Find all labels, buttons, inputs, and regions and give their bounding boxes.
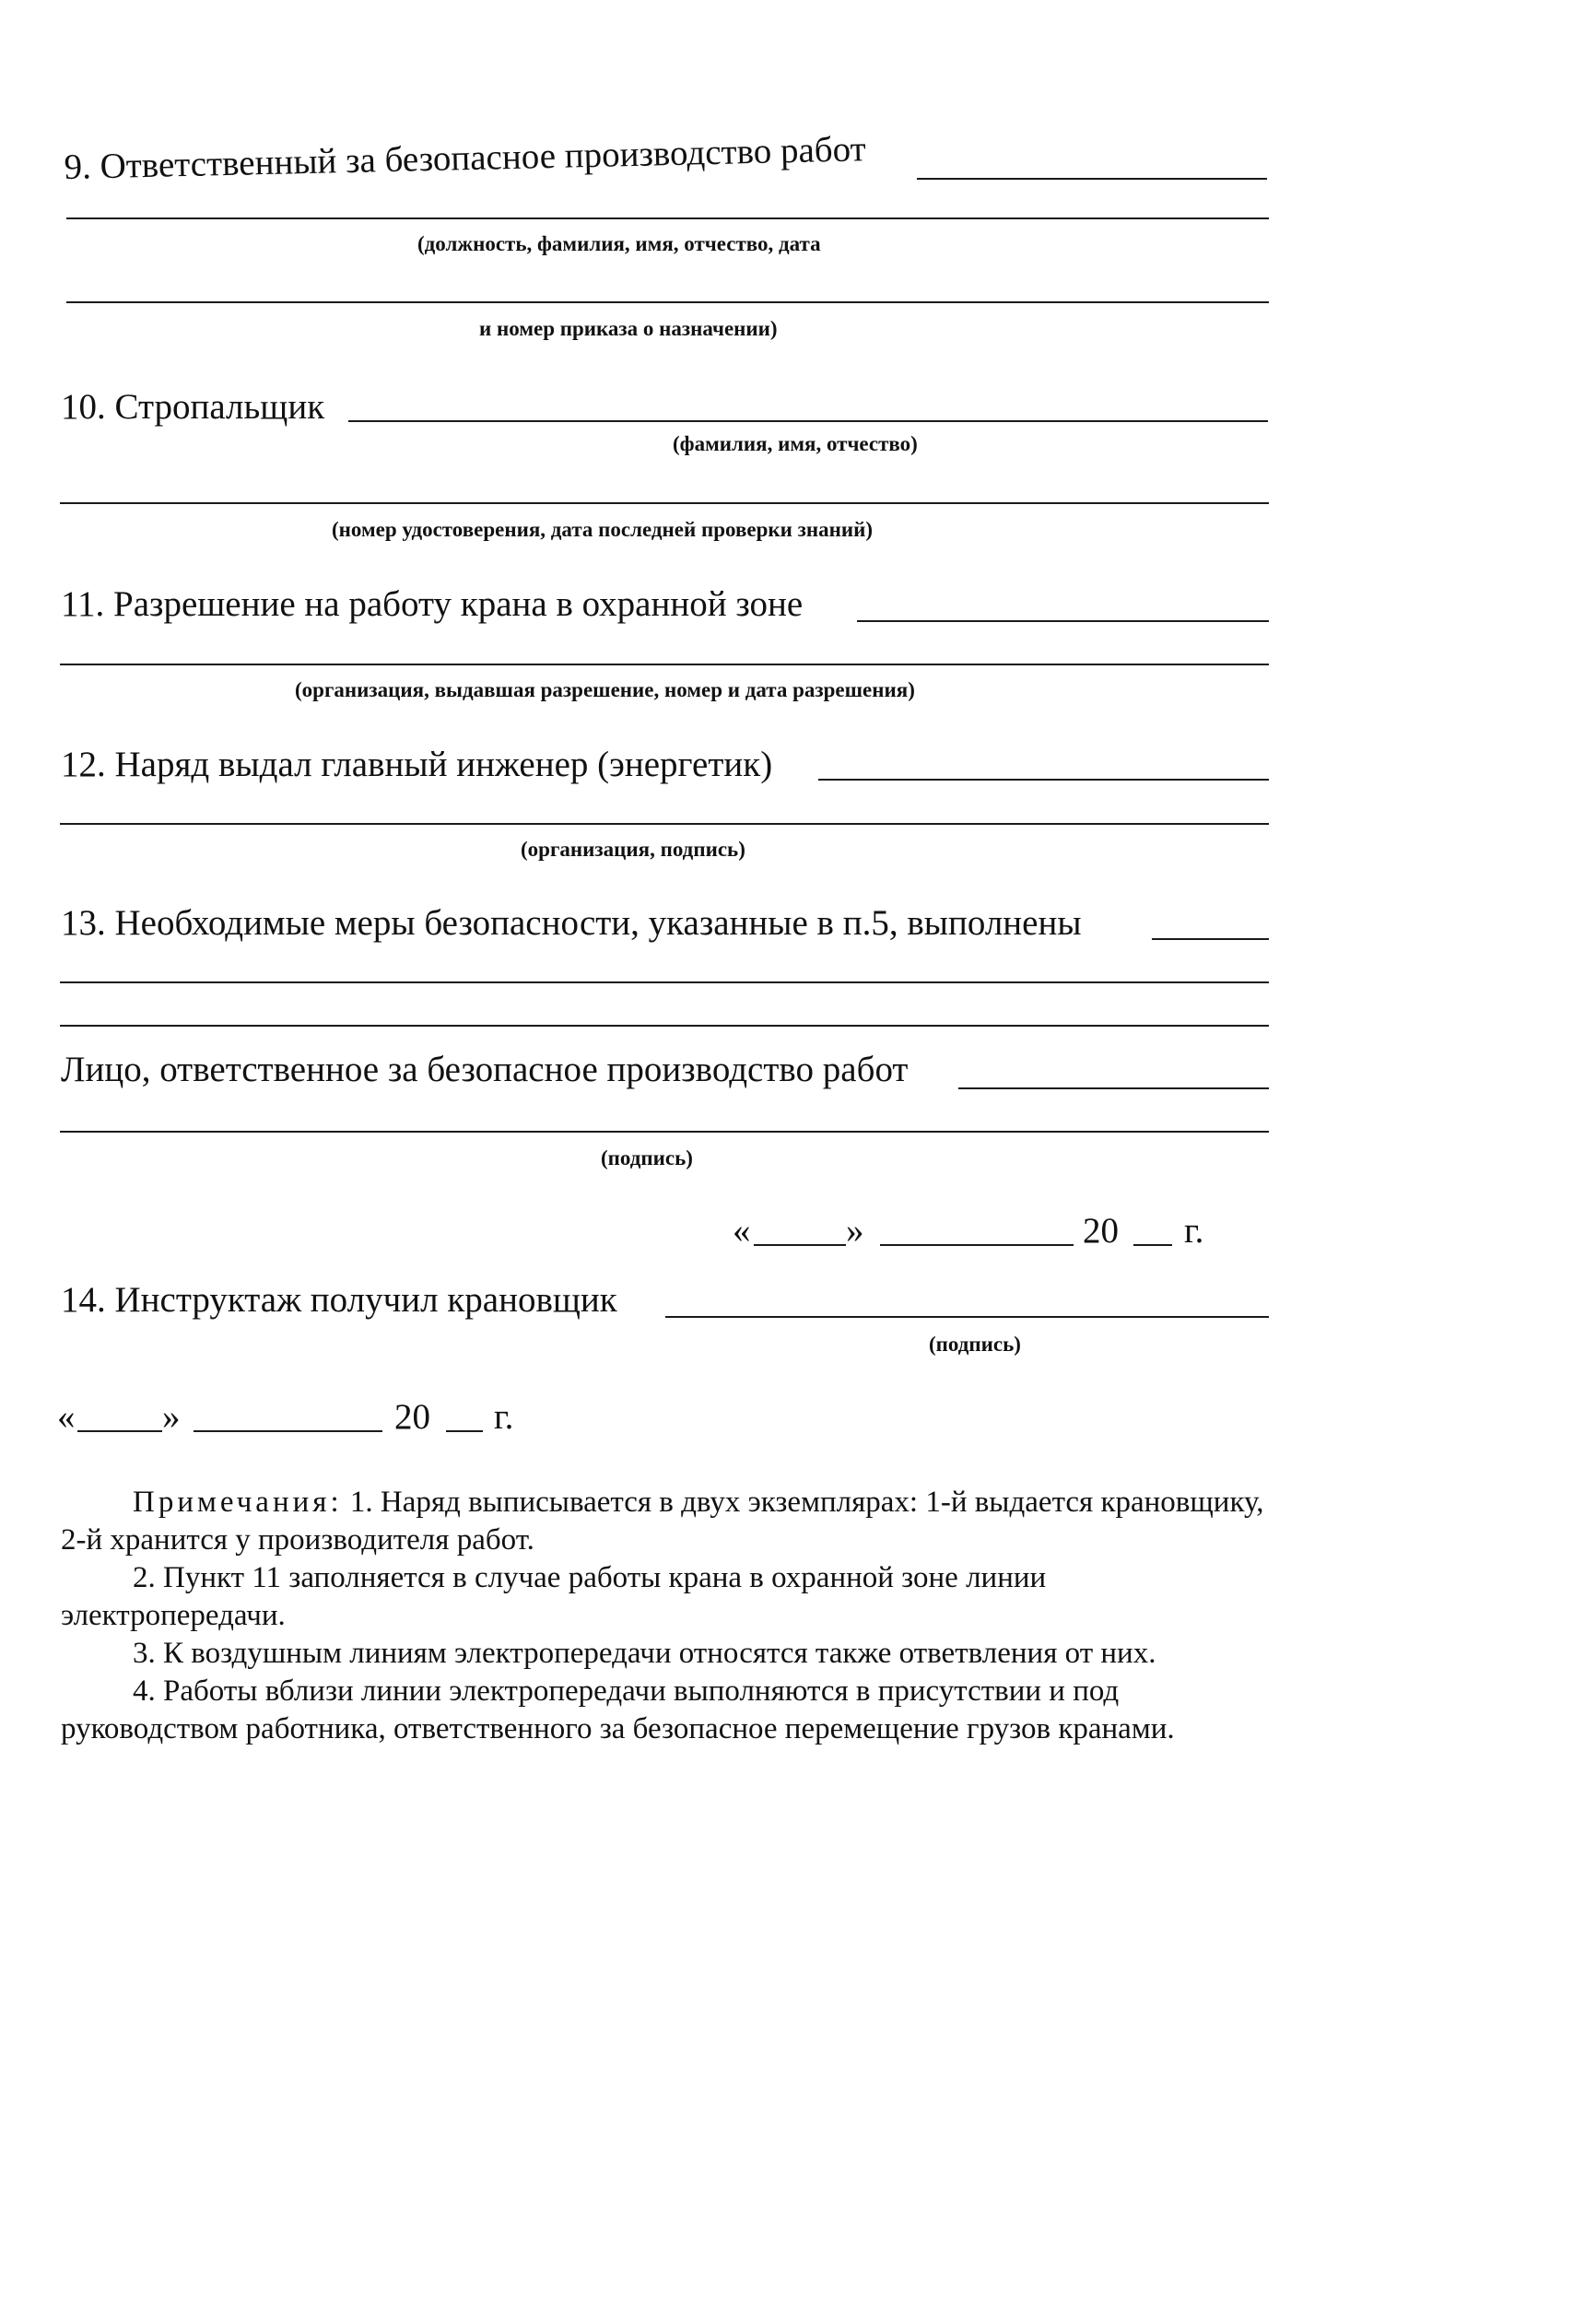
item10-caption2: (номер удостоверения, дата последней проверки знаний) [332,518,874,541]
responsible-label: Лицо, ответственное за безопасное производство работ [61,1050,909,1089]
item14-date-day[interactable] [77,1430,162,1432]
item14-date-year-prefix: 20 [394,1397,430,1437]
notes-block [61,1484,1270,1748]
responsible-date-year[interactable] [1133,1244,1172,1246]
responsible-date-open: « [733,1211,751,1251]
responsible-line2[interactable] [60,1131,1269,1133]
item13-line2[interactable] [60,981,1269,983]
note-1 [61,1484,1270,1559]
responsible-date-year-prefix: 20 [1083,1211,1119,1251]
note-1-text: 1. Наряд выписывается в двух экземплярах: 1-й выдается крановщику, 2-й хранится у производителя работ. [61,1486,1264,1557]
item10-label: 10. Стропальщик [61,387,325,427]
item9-caption2: и номер приказа о назначении) [479,317,778,340]
note-2: 2. Пункт 11 заполняется в случае работы крана в охранной зоне линии электропередачи. [61,1561,1047,1632]
responsible-date-month[interactable] [880,1244,1074,1246]
item9-caption1: (должность, фамилия, имя, отчество, дата [417,232,821,255]
item14-date-year[interactable] [446,1430,483,1432]
item14-blank[interactable] [665,1316,1269,1318]
item10-line2[interactable] [60,502,1269,504]
item13-line3[interactable] [60,1025,1269,1027]
item12-line2[interactable] [60,823,1269,825]
item13-blank[interactable] [1152,938,1269,940]
item14-caption: (подпись) [929,1333,1021,1356]
item9-line1[interactable] [66,217,1269,219]
item10-caption1: (фамилия, имя, отчество) [673,432,918,455]
item14-date-open: « [57,1397,76,1437]
responsible-date-close: » [846,1211,864,1251]
item12-blank[interactable] [818,779,1269,781]
item14-date-month[interactable] [194,1430,382,1432]
item12-caption: (организация, подпись) [521,838,745,861]
item11-line2[interactable] [60,664,1269,665]
responsible-blank[interactable] [958,1087,1269,1089]
responsible-date-year-suffix: г. [1184,1211,1204,1251]
item13-label: 13. Необходимые меры безопасности, указанные в п.5, выполнены [61,903,1082,943]
responsible-caption: (подпись) [601,1146,693,1169]
responsible-date-day[interactable] [754,1244,846,1246]
item9-label: 9. Ответственный за безопасное производство работ [64,129,867,187]
item14-date-close: » [162,1397,181,1437]
item14-label: 14. Инструктаж получил крановщик [61,1280,617,1320]
item9-blank[interactable] [917,178,1267,180]
item12-label: 12. Наряд выдал главный инженер (энергетик) [61,745,773,784]
item11-blank[interactable] [857,620,1269,622]
item14-date-year-suffix: г. [494,1397,514,1437]
item11-label: 11. Разрешение на работу крана в охранной зоне [61,584,804,624]
note-4: 4. Работы вблизи линии электропередачи выполняются в присутствии и под руководством работника, ответственного за безопасное перемещение грузов кранами. [61,1674,1175,1745]
note-3: 3. К воздушным линиям электропередачи относятся также ответвления от них. [133,1637,1156,1670]
item9-line2[interactable] [66,301,1269,303]
notes-heading: Примечания: [133,1486,343,1519]
item11-caption: (организация, выдавшая разрешение, номер и дата разрешения) [295,678,915,701]
item10-blank[interactable] [348,420,1268,422]
